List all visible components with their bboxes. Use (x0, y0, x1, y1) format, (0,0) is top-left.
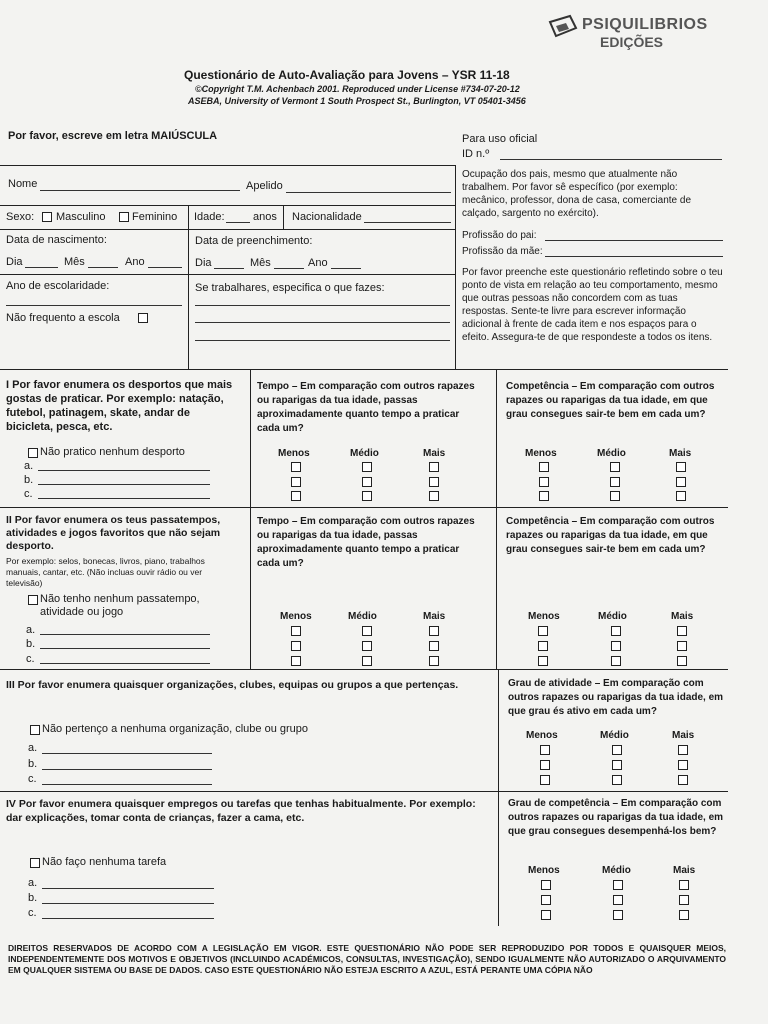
chore-c-label: c. (28, 907, 37, 919)
rating-checkbox[interactable] (612, 760, 622, 770)
sports-comp-mid: Médio (597, 448, 626, 459)
birth-date-label: Data de nascimento: (6, 234, 107, 246)
rating-checkbox[interactable] (678, 775, 688, 785)
birth-day-field[interactable] (25, 267, 58, 268)
name-field[interactable] (40, 190, 240, 191)
divider (188, 205, 189, 369)
surname-label: Apelido (246, 180, 283, 192)
sports-time-less: Menos (278, 448, 310, 459)
divider (0, 669, 728, 670)
rating-checkbox[interactable] (610, 477, 620, 487)
fill-day-label: Dia (195, 257, 212, 269)
male-label: Masculino (56, 211, 106, 223)
school-year-label: Ano de escolaridade: (6, 280, 110, 292)
divider (498, 791, 499, 926)
age-label: Idade: (194, 211, 225, 223)
rating-checkbox[interactable] (539, 491, 549, 501)
rating-checkbox[interactable] (538, 641, 548, 651)
rating-checkbox[interactable] (541, 895, 551, 905)
chores-question: IV Por favor enumera quaisquer empregos ou tarefas que tenhas habitualmente. Por exemplo: dar explicações, tomar conta de crianças, fazer a cama, etc. (6, 798, 476, 824)
group-c-field[interactable] (42, 784, 212, 785)
nationality-label: Nacionalidade (292, 211, 362, 223)
rating-checkbox[interactable] (362, 641, 372, 651)
hobbies-time-mid: Médio (348, 611, 377, 622)
rating-checkbox[interactable] (539, 477, 549, 487)
id-field[interactable] (500, 159, 722, 160)
publisher-name: PSIQUILIBRIOS (582, 16, 708, 33)
groups-question: III Por favor enumera quaisquer organizações, clubes, equipas ou grupos a que pertenças. (6, 679, 459, 691)
rating-checkbox[interactable] (612, 745, 622, 755)
nationality-field[interactable] (364, 222, 451, 223)
divider (455, 165, 456, 369)
fill-year-field[interactable] (331, 268, 361, 269)
group-b-field[interactable] (42, 769, 212, 770)
hobbies-comp-less: Menos (528, 611, 560, 622)
sports-comp-less: Menos (525, 448, 557, 459)
divider (496, 369, 497, 669)
rating-checkbox[interactable] (362, 656, 372, 666)
years-label: anos (253, 211, 277, 223)
uppercase-instruction: Por favor, escreve em letra MAIÚSCULA (8, 130, 218, 142)
not-school-checkbox[interactable] (138, 313, 148, 323)
copyright-line: ©Copyright T.M. Achenbach 2001. Reproduced under License #734-07-20-12 (195, 84, 520, 94)
rating-checkbox[interactable] (613, 910, 623, 920)
address-line: ASEBA, University of Vermont 1 South Prospect St., Burlington, VT 05401-3456 (188, 96, 526, 106)
rating-checkbox[interactable] (291, 491, 301, 501)
divider (0, 205, 455, 206)
group-a-label: a. (28, 742, 38, 754)
hobby-a-label: a. (26, 624, 36, 636)
copyright-footer: DIREITOS RESERVADOS DE ACORDO COM A LEGISLAÇÃO EM VIGOR. ESTE QUESTIONÁRIO NÃO PODE SER REPRODUZIDO POR TODOS E QUAISQUER MEIOS, INDEPENDENTEMENTE DOS MOTIVOS E OBJETIVOS (INCLUINDO ACADÉMICOS, CONSULTAS, INVESTIGAÇÃO), SENDO IGUALMENTE NÃO AUTORIZADO O ARQUIVAMENTO EM QUALQUER SISTEMA OU BASE DE DADOS. CASO ESTE QUESTIONÁRIO NÃO ESTEJA ESCRITO A AZUL, ESTÁ PERANTE UMA CÓPIA NÃO (8, 943, 726, 975)
rating-checkbox[interactable] (429, 477, 439, 487)
divider (283, 205, 284, 229)
hobbies-comp-mid: Médio (598, 611, 627, 622)
rating-checkbox[interactable] (540, 745, 550, 755)
divider (0, 274, 455, 275)
rating-checkbox[interactable] (676, 491, 686, 501)
parents-occupation-text: Ocupação dos pais, mesmo que atualmente não trabalhem. Por favor sê específico (por exemplo: mecânico, professor, dona de casa, comerciante de calçado, sargento no exército). (462, 169, 692, 219)
rating-checkbox[interactable] (610, 491, 620, 501)
fill-date-label: Data de preenchimento: (195, 235, 313, 247)
chore-b-label: b. (28, 892, 38, 904)
mother-label: Profissão da mãe: (462, 246, 543, 257)
rating-checkbox[interactable] (679, 895, 689, 905)
no-group-label: Não pertenço a nenhuma organização, clube ou grupo (42, 723, 309, 735)
work-field-1[interactable] (195, 305, 450, 306)
work-field-2[interactable] (195, 322, 450, 323)
rating-checkbox[interactable] (541, 910, 551, 920)
fill-month-field[interactable] (274, 268, 304, 269)
sport-c-label: c. (24, 488, 33, 500)
id-label: ID n.º (462, 148, 490, 160)
publisher-subname: EDIÇÕES (600, 34, 664, 50)
no-group-checkbox[interactable] (30, 725, 40, 735)
divider (498, 669, 499, 791)
rating-checkbox[interactable] (613, 880, 623, 890)
rating-checkbox[interactable] (610, 462, 620, 472)
work-field-3[interactable] (195, 340, 450, 341)
hobby-b-field[interactable] (40, 648, 210, 649)
official-use-label: Para uso oficial (462, 133, 538, 145)
group-c-label: c. (28, 773, 37, 785)
chore-c-field[interactable] (42, 918, 214, 919)
hobbies-time-heading: Tempo – Em comparação com outros rapazes ou raparigas da tua idade, passas aproximadamente quanto tempo a praticar cada um? (257, 516, 475, 569)
form-title: Questionário de Auto-Avaliação para Jovens – YSR 11-18 (184, 68, 510, 82)
sport-b-field[interactable] (38, 484, 210, 485)
rating-checkbox[interactable] (429, 491, 439, 501)
no-sport-label: Não pratico nenhum desporto (40, 446, 185, 458)
rating-checkbox[interactable] (291, 656, 301, 666)
rating-checkbox[interactable] (611, 641, 621, 651)
work-label: Se trabalhares, especifica o que fazes: (195, 282, 385, 294)
birth-year-field[interactable] (148, 267, 182, 268)
chores-mid: Médio (602, 865, 631, 876)
group-b-label: b. (28, 758, 38, 770)
hobbies-time-more: Mais (423, 611, 446, 622)
divider (250, 369, 251, 669)
not-school-label: Não frequento a escola (6, 312, 120, 324)
rating-checkbox[interactable] (612, 775, 622, 785)
no-chore-checkbox[interactable] (30, 858, 40, 868)
fill-day-field[interactable] (214, 268, 244, 269)
group-a-field[interactable] (42, 753, 212, 754)
rating-checkbox[interactable] (611, 626, 621, 636)
rating-checkbox[interactable] (540, 775, 550, 785)
hobbies-comp-more: Mais (671, 611, 694, 622)
rating-checkbox[interactable] (677, 626, 687, 636)
birth-month-field[interactable] (88, 267, 118, 268)
rating-checkbox[interactable] (678, 760, 688, 770)
rating-checkbox[interactable] (679, 880, 689, 890)
hobbies-question: II Por favor enumera os teus passatempos, atividades e jogos favoritos que não sejam desporto. (6, 514, 221, 552)
male-checkbox[interactable] (42, 212, 52, 222)
sports-time-more: Mais (423, 448, 446, 459)
rating-checkbox[interactable] (291, 641, 301, 651)
chores-more: Mais (673, 865, 696, 876)
sports-time-mid: Médio (350, 448, 379, 459)
rating-checkbox[interactable] (611, 656, 621, 666)
sex-label: Sexo: (6, 211, 35, 223)
groups-activity-heading: Grau de atividade – Em comparação com outros rapazes ou raparigas da tua idade, em que grau és ativo em cada um? (508, 678, 724, 717)
female-label: Feminino (132, 211, 178, 223)
rating-checkbox[interactable] (291, 477, 301, 487)
rating-checkbox[interactable] (540, 760, 550, 770)
rating-checkbox[interactable] (613, 895, 623, 905)
birth-year-label: Ano (125, 256, 145, 268)
groups-mid: Médio (600, 730, 629, 741)
no-chore-label: Não faço nenhuma tarefa (42, 856, 167, 868)
rating-checkbox[interactable] (676, 462, 686, 472)
rating-checkbox[interactable] (429, 626, 439, 636)
sport-c-field[interactable] (38, 498, 210, 499)
chore-a-field[interactable] (42, 888, 214, 889)
rating-checkbox[interactable] (677, 656, 687, 666)
rating-checkbox[interactable] (429, 641, 439, 651)
hobby-c-label: c. (26, 653, 35, 665)
chores-competence-heading: Grau de competência – Em comparação com outros rapazes ou raparigas da tua idade, em que grau consegues desempenhá-los bem? (508, 798, 724, 837)
rating-checkbox[interactable] (678, 745, 688, 755)
name-label: Nome (8, 178, 38, 190)
hobby-c-field[interactable] (40, 663, 210, 664)
father-label: Profissão do pai: (462, 230, 537, 241)
groups-less: Menos (526, 730, 558, 741)
rating-checkbox[interactable] (362, 477, 372, 487)
rating-checkbox[interactable] (538, 626, 548, 636)
birth-month-label: Mês (64, 256, 85, 268)
rating-checkbox[interactable] (541, 880, 551, 890)
hobby-b-label: b. (26, 638, 36, 650)
female-checkbox[interactable] (119, 212, 129, 222)
rating-checkbox[interactable] (291, 462, 301, 472)
rating-checkbox[interactable] (362, 626, 372, 636)
groups-more: Mais (672, 730, 695, 741)
rating-checkbox[interactable] (362, 462, 372, 472)
sport-a-field[interactable] (38, 470, 210, 471)
surname-field[interactable] (286, 192, 451, 193)
rating-checkbox[interactable] (362, 491, 372, 501)
sports-competence-heading: Competência – Em comparação com outros rapazes ou raparigas da tua idade, em que grau consegues sair-te bem em cada um? (506, 381, 715, 420)
birth-day-label: Dia (6, 256, 23, 268)
divider (0, 229, 455, 230)
school-year-field[interactable] (6, 305, 182, 306)
fill-year-label: Ano (308, 257, 328, 269)
divider (0, 507, 728, 508)
hobbies-competence-heading: Competência – Em comparação com outros rapazes ou raparigas da tua idade, em que grau consegues sair-te bem em cada um? (506, 516, 715, 555)
rating-checkbox[interactable] (538, 656, 548, 666)
sports-question: I Por favor enumera os desportos que mais gostas de praticar. Por exemplo: natação, futebol, patinagem, skate, andar de bicicleta, pesca, etc. (6, 379, 233, 433)
sport-b-label: b. (24, 474, 34, 486)
sports-comp-more: Mais (669, 448, 692, 459)
rating-checkbox[interactable] (679, 910, 689, 920)
hobby-a-field[interactable] (40, 634, 210, 635)
mother-field[interactable] (545, 256, 723, 257)
publisher-logo-icon (548, 14, 578, 42)
father-field[interactable] (545, 240, 723, 241)
rating-checkbox[interactable] (429, 462, 439, 472)
chores-less: Menos (528, 865, 560, 876)
rating-checkbox[interactable] (677, 641, 687, 651)
chore-b-field[interactable] (42, 903, 214, 904)
no-sport-checkbox[interactable] (28, 448, 38, 458)
fill-month-label: Mês (250, 257, 271, 269)
rating-checkbox[interactable] (429, 656, 439, 666)
rating-checkbox[interactable] (539, 462, 549, 472)
sport-a-label: a. (24, 460, 34, 472)
chore-a-label: a. (28, 877, 38, 889)
rating-checkbox[interactable] (676, 477, 686, 487)
divider (0, 369, 728, 370)
divider (0, 165, 455, 166)
rating-checkbox[interactable] (291, 626, 301, 636)
hobbies-examples: Por exemplo: selos, bonecas, livros, piano, trabalhos manuais, cantar, etc. (Não incluas ouvir rádio ou ver televisão) (6, 556, 205, 588)
no-hobby-checkbox[interactable] (28, 595, 38, 605)
fill-instructions: Por favor preenche este questionário refletindo sobre o teu ponto de vista em relação ao teu comportamento, mesmo que outras pessoas não concordem com as tuas respostas. Sente-te livre para escrever informação adicional à frente de cada item e nos espaços para o efeito. Assegura-te de que respondeste a todos os itens. (462, 267, 723, 343)
hobbies-time-less: Menos (280, 611, 312, 622)
no-hobby-label: Não tenho nenhum passatempo, atividade ou jogo (40, 593, 200, 618)
divider (0, 791, 728, 792)
age-field[interactable] (226, 222, 250, 223)
sports-time-heading: Tempo – Em comparação com outros rapazes ou raparigas da tua idade, passas aproximadamente quanto tempo a praticar cada um? (257, 381, 475, 434)
